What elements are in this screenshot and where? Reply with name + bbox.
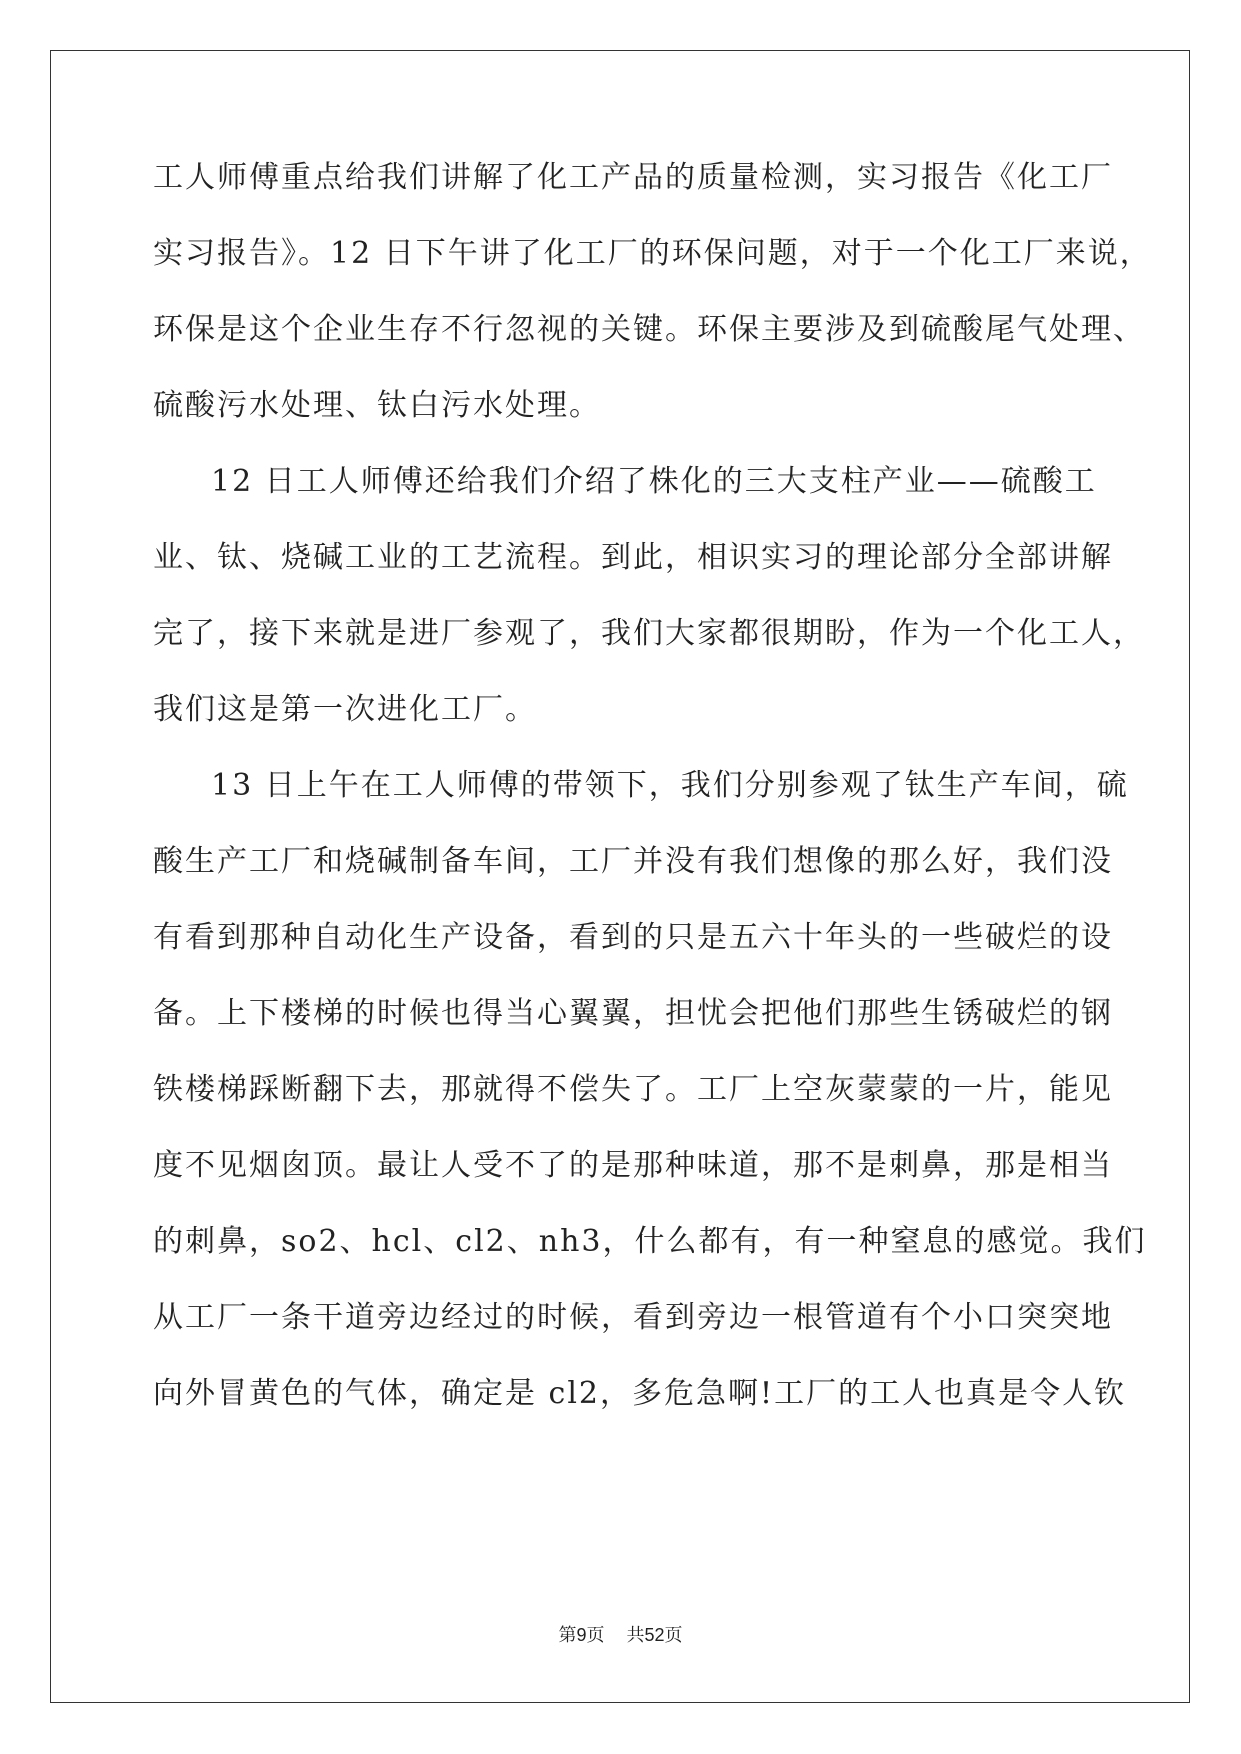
page-number: 9 [576, 1625, 587, 1645]
text-line: 工人师傅重点给我们讲解了化工产品的质量检测，实习报告《化工厂 [153, 160, 1113, 195]
text-line: 实习报告》。12 日下午讲了化工厂的环保问题，对于一个化工厂来说， [153, 236, 1152, 271]
text-line: 备。上下楼梯的时候也得当心翼翼，担忧会把他们那些生锈破烂的钢 [153, 996, 1113, 1031]
text-line: 业、钛、烧碱工业的工艺流程。到此，相识实习的理论部分全部讲解 [153, 540, 1113, 575]
text-line: 从工厂一条干道旁边经过的时候，看到旁边一根管道有个小口突突地 [153, 1300, 1113, 1335]
total-pages: 52 [644, 1625, 665, 1645]
text-line: 环保是这个企业生存不行忽视的关键。环保主要涉及到硫酸尾气处理、 [153, 312, 1145, 347]
page-prefix: 第 [558, 1625, 577, 1646]
text-line: 硫酸污水处理、钛白污水处理。 [153, 388, 601, 423]
total-prefix: 共 [626, 1625, 645, 1646]
text-line: 度不见烟囱顶。最让人受不了的是那种味道，那不是刺鼻，那是相当 [153, 1148, 1113, 1183]
page-suffix: 页 [586, 1625, 605, 1646]
text-line: 酸生产工厂和烧碱制备车间，工厂并没有我们想像的那么好，我们没 [153, 844, 1113, 879]
total-suffix: 页 [664, 1625, 683, 1646]
text-line: 向外冒黄色的气体，确定是 cl2，多危急啊!工厂的工人也真是令人钦 [153, 1376, 1127, 1411]
text-line: 完了，接下来就是进厂参观了，我们大家都很期盼，作为一个化工人， [153, 616, 1145, 651]
text-line: 的刺鼻，so2、hcl、cl2、nh3，什么都有，有一种窒息的感觉。我们 [153, 1224, 1147, 1259]
text-line: 我们这是第一次进化工厂。 [153, 692, 537, 727]
page-footer [0, 1623, 1241, 1648]
text-line: 有看到那种自动化生产设备，看到的只是五六十年头的一些破烂的设 [153, 920, 1113, 955]
text-line: 铁楼梯踩断翻下去，那就得不偿失了。工厂上空灰蒙蒙的一片，能见 [153, 1072, 1113, 1107]
paragraph-first-line: 12 日工人师傅还给我们介绍了株化的三大支柱产业——硫酸工 [211, 464, 1097, 499]
paragraph-first-line: 13 日上午在工人师傅的带领下，我们分别参观了钛生产车间，硫 [211, 768, 1129, 803]
